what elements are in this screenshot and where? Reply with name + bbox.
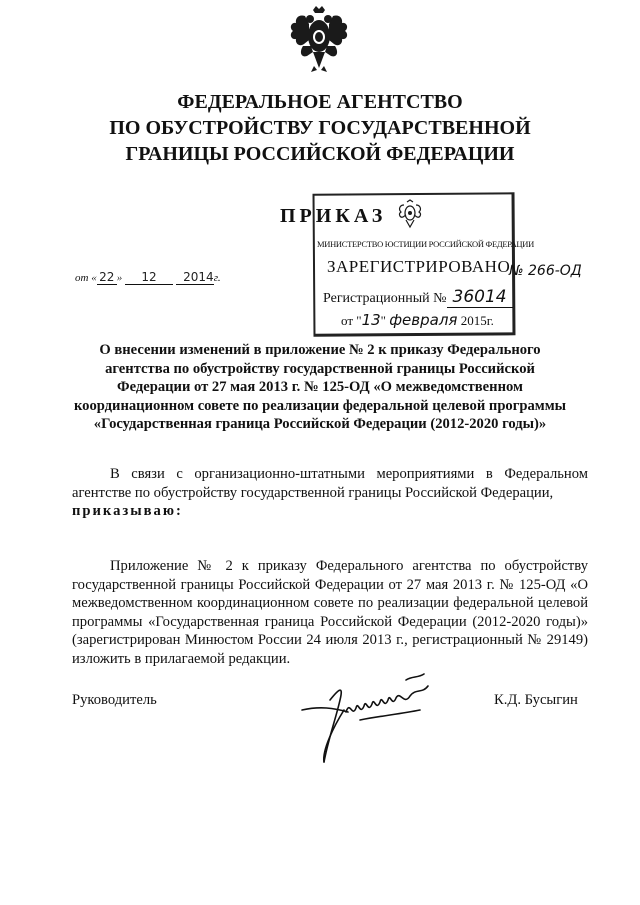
- stamp-registration-number: [323, 287, 513, 307]
- stamp-date: [341, 311, 494, 329]
- stamp-number-value: 36014: [447, 287, 513, 308]
- order-title: ПРИКАЗ: [280, 205, 387, 227]
- agency-name-line-1: ФЕДЕРАЛЬНОЕ АГЕНТСТВО: [177, 91, 463, 113]
- order-date-mid: »: [116, 272, 123, 284]
- agency-name-line-3: ГРАНИЦЫ РОССИЙСКОЙ ФЕДЕРАЦИИ: [125, 143, 515, 165]
- order-verb: приказываю:: [72, 503, 183, 519]
- document-title: О внесении изменений в приложение № 2 к приказу Федерального агентства по обустройству государственной границы Российской Федерации от 27 мая 2013 г. № 125-ОД «О межведомственном координационном совете по реализации федеральной целевой программы «Государственная граница Российской Федерации (2012-2020 годы)»: [73, 342, 567, 432]
- signer-position: Руководитель: [72, 692, 157, 708]
- order-number: № 266-ОД: [509, 263, 582, 279]
- ministry-eagle-icon: [395, 199, 425, 229]
- order-date-year: 2014: [176, 270, 214, 285]
- stamp-ministry-name: МИНИСТЕРСТВО ЮСТИЦИИ РОССИЙСКОЙ ФЕДЕРАЦИИ: [317, 239, 534, 249]
- order-date: [75, 270, 221, 285]
- stamp-date-mid: ": [380, 313, 386, 328]
- agency-name-line-2: ПО ОБУСТРОЙСТВУ ГОСУДАРСТВЕННОЙ: [109, 117, 531, 139]
- double-headed-eagle-emblem-icon: [287, 6, 351, 74]
- order-paragraph: Приложение № 2 к приказу Федерального агентства по обустройству государственной границы Российской Федерации от 27 мая 2013 г. № 125-ОД «О межведомственном координационном совете по реализации федеральной целевой программы «Государственная граница Российской Федерации (2012-2020 годы)» (зарегистрирован Минюстом России 24 июля 2013 г., регистрационный № 29149) изложить в прилагаемой редакции.: [72, 558, 588, 667]
- order-date-day: 22: [97, 270, 117, 285]
- stamp-date-suffix: г.: [486, 313, 494, 328]
- registration-stamp: [313, 193, 534, 335]
- signer-name: К.Д. Бусыгин: [494, 692, 578, 708]
- handwritten-signature-icon: [300, 670, 440, 770]
- order-date-month: 12: [125, 270, 173, 285]
- stamp-date-year: 2015: [460, 313, 487, 328]
- order-date-year-suffix: г.: [213, 272, 221, 284]
- stamp-date-day: 13: [361, 311, 381, 329]
- preamble-text: В связи с организационно-штатными мероприятиями в Федеральном агентстве по обустройству государственной границы Российской Федерации,: [72, 466, 588, 501]
- preamble-paragraph: [72, 465, 588, 521]
- stamp-registered-label: ЗАРЕГИСТРИРОВАНО: [327, 257, 511, 276]
- order-date-prefix: от «: [75, 272, 97, 284]
- stamp-date-prefix: от ": [341, 313, 362, 328]
- stamp-number-label: Регистрационный №: [323, 291, 447, 306]
- stamp-date-month: февраля: [389, 311, 458, 329]
